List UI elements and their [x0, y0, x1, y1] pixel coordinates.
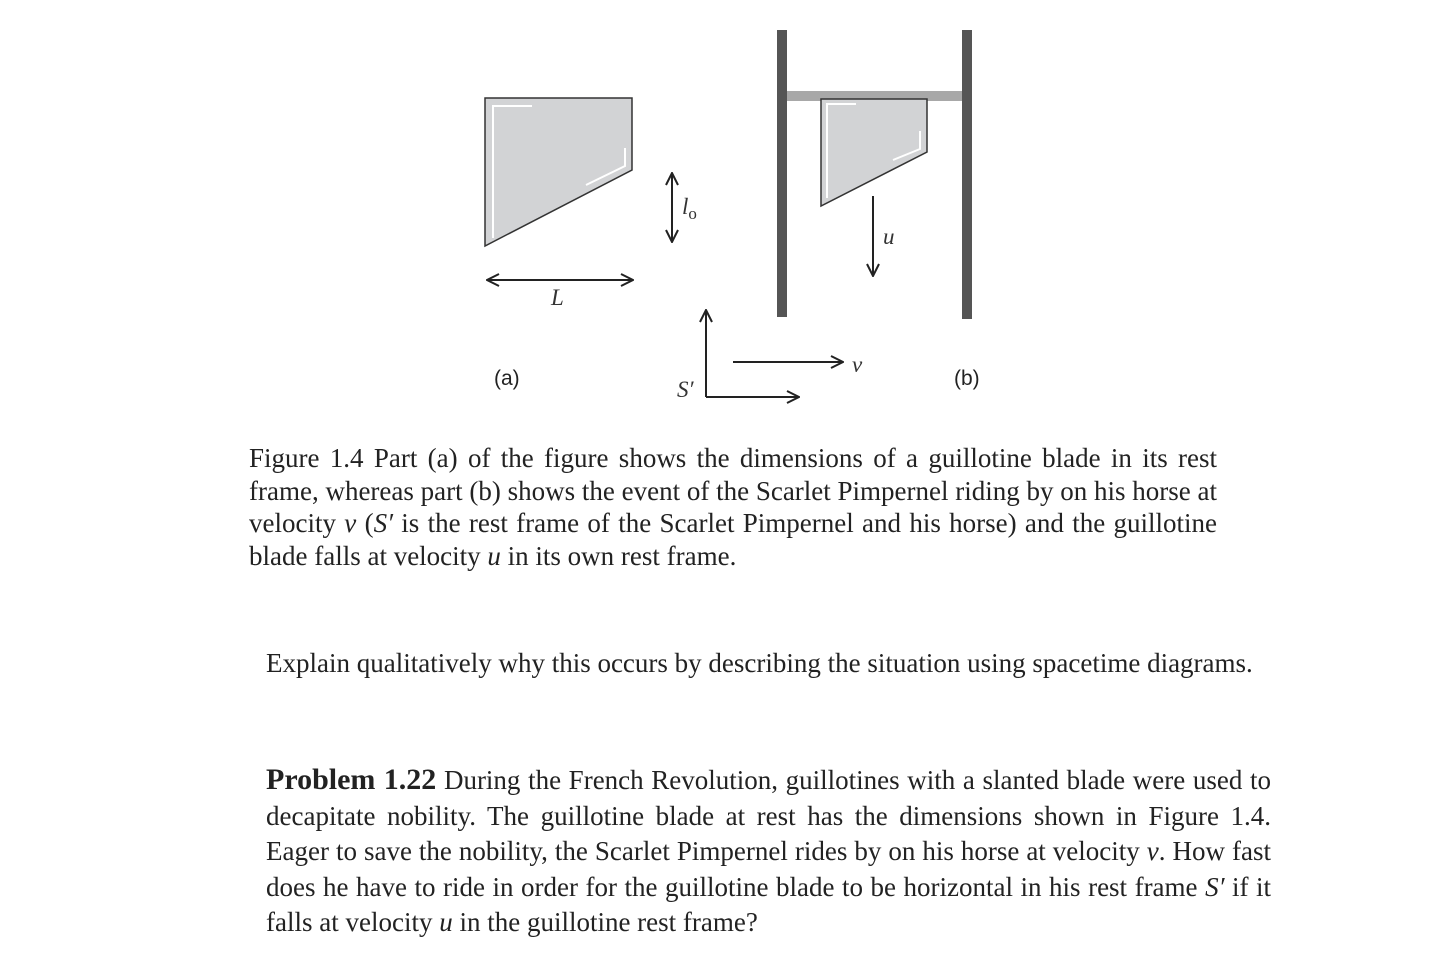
problem-label: Problem 1.22 [266, 763, 437, 796]
figure-caption: Figure 1.4 Part (a) of the figure shows the dimensions of a guillotine blade in its rest frame, whereas part (b) shows the event of the Scarlet Pimpernel riding by on his horse at velocity v (S′ is the rest frame of the Scarlet Pimpernel and his horse) and the guillotine blade falls at velocity u in its own rest frame. [249, 443, 1217, 571]
part-b-label: (b) [954, 367, 980, 390]
frame-label: S′ [677, 377, 694, 402]
part-a-label: (a) [494, 367, 520, 390]
guillotine-figure [0, 0, 1440, 420]
blade-falling [821, 99, 927, 206]
blade-rest [485, 98, 632, 246]
caption-lead: Figure 1.4 [249, 443, 364, 473]
fall-velocity-label: u [883, 224, 895, 249]
height-label: $l_o$ [682, 194, 697, 223]
velocity-label: v [852, 352, 863, 377]
explain-paragraph: Explain qualitatively why this occurs by describing the situation using spacetime diagrams. [266, 648, 1253, 678]
length-label: L [551, 285, 564, 310]
problem-1-22: Problem 1.22 During the French Revolution, guillotines with a slanted blade were used to decapitate nobility. The guillotine blade at rest has the dimensions shown in Figure 1.4. Eager to save the nobility, the Scarlet Pimpernel rides by on his horse at velocity v. How fast does he have to ride in order for the guillotine blade to be horizontal in his rest frame S′ if it falls at velocity u in the guillotine rest frame? [266, 763, 1272, 937]
